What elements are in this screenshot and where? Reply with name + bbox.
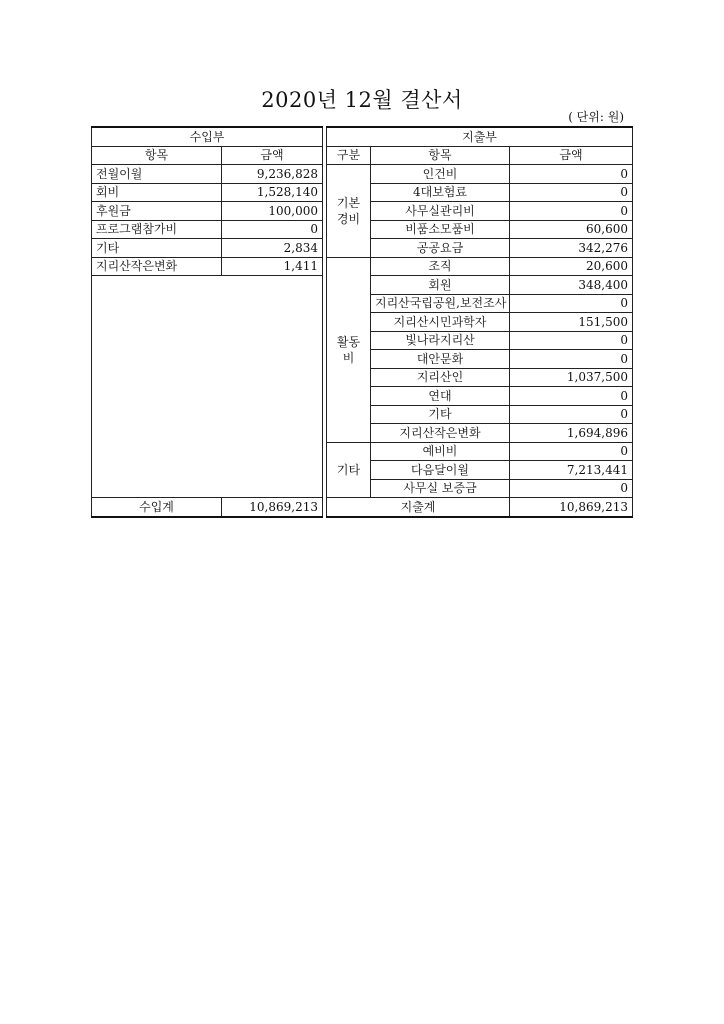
income-item-cell: 지리산작은변화 <box>92 257 222 276</box>
column-gap <box>323 479 327 498</box>
expense-item-cell: 빛나라지리산 <box>371 331 510 350</box>
expense-category-label: 활동 <box>336 334 361 349</box>
income-amount-cell: 2,834 <box>222 239 323 258</box>
column-header-row <box>92 146 633 165</box>
expense-item-cell: 사무실관리비 <box>371 202 510 221</box>
settlement-table <box>91 126 633 518</box>
expense-item-cell: 지리산인 <box>371 368 510 387</box>
expense-amount-cell: 0 <box>510 350 633 369</box>
expense-item-cell: 사무실 보증금 <box>371 479 510 498</box>
income-item-cell: 후원금 <box>92 202 222 221</box>
expense-amount-cell: 20,600 <box>510 257 633 276</box>
expense-item-cell: 비품소모품비 <box>371 220 510 239</box>
totals-row <box>92 498 633 517</box>
income-amount-cell: 9,236,828 <box>222 165 323 184</box>
expense-item-cell: 기타 <box>371 405 510 424</box>
expense-amount-cell: 0 <box>510 183 633 202</box>
document-title: 2020년 12월 결산서 <box>261 88 463 112</box>
expense-amount-cell: 151,500 <box>510 313 633 332</box>
column-gap <box>323 183 327 202</box>
income-blank-area <box>92 276 323 498</box>
expense-item-cell: 조직 <box>371 257 510 276</box>
column-gap <box>323 461 327 480</box>
expense-category-label: 경비 <box>336 211 361 226</box>
unit-note: ( 단위: 원) <box>568 110 624 124</box>
expense-category-label: 비 <box>342 350 355 365</box>
expense-amount-cell: 7,213,441 <box>510 461 633 480</box>
column-gap <box>323 331 327 350</box>
expense-amount-cell: 60,600 <box>510 220 633 239</box>
expense-amount-cell: 1,694,896 <box>510 424 633 443</box>
expense-total-label: 지출계 <box>327 498 510 517</box>
expense-item-cell: 지리산시민과학자 <box>371 313 510 332</box>
expense-amount-cell: 0 <box>510 202 633 221</box>
expense-item-cell: 공공요금 <box>371 239 510 258</box>
expense-amount-cell: 0 <box>510 442 633 461</box>
column-gap <box>323 276 327 295</box>
expense-section-header: 지출부 <box>327 127 633 146</box>
income-item-cell: 회비 <box>92 183 222 202</box>
column-gap <box>323 387 327 406</box>
column-gap <box>323 294 327 313</box>
expense-item-cell: 예비비 <box>371 442 510 461</box>
expense-amount-cell: 348,400 <box>510 276 633 295</box>
expense-amount-cell: 0 <box>510 387 633 406</box>
expense-item-cell: 연대 <box>371 387 510 406</box>
table-row <box>92 257 633 276</box>
income-total-amount: 10,869,213 <box>222 498 323 517</box>
income-item-cell: 전월이월 <box>92 165 222 184</box>
expense-col-category-header: 구분 <box>327 146 371 165</box>
column-gap <box>323 220 327 239</box>
expense-category-cell <box>327 442 371 498</box>
expense-amount-cell: 0 <box>510 405 633 424</box>
expense-amount-cell: 0 <box>510 165 633 184</box>
column-gap <box>323 350 327 369</box>
column-gap <box>323 202 327 221</box>
expense-category-label: 기본 <box>336 195 361 210</box>
income-amount-cell: 1,528,140 <box>222 183 323 202</box>
column-gap <box>323 368 327 387</box>
income-col-item-header: 항목 <box>92 146 222 165</box>
income-total-label: 수입계 <box>92 498 222 517</box>
expense-amount-cell: 0 <box>510 331 633 350</box>
income-amount-cell: 1,411 <box>222 257 323 276</box>
expense-item-cell: 회원 <box>371 276 510 295</box>
expense-amount-cell: 0 <box>510 479 633 498</box>
column-gap <box>323 239 327 258</box>
income-section-header: 수입부 <box>92 127 323 146</box>
income-item-cell: 기타 <box>92 239 222 258</box>
expense-amount-cell: 0 <box>510 294 633 313</box>
expense-category-cell <box>327 165 371 258</box>
column-gap <box>323 405 327 424</box>
income-amount-cell: 100,000 <box>222 202 323 221</box>
expense-category-cell <box>327 257 371 442</box>
table-row <box>92 165 633 184</box>
expense-col-item-header: 항목 <box>371 146 510 165</box>
expense-item-cell: 인건비 <box>371 165 510 184</box>
expense-category-label: 기타 <box>336 462 361 477</box>
expense-item-cell: 다음달이월 <box>371 461 510 480</box>
income-item-cell: 프로그램참가비 <box>92 220 222 239</box>
column-gap <box>323 424 327 443</box>
expense-item-cell: 4대보험료 <box>371 183 510 202</box>
expense-item-cell: 지리산국립공원,보전조사 <box>371 294 510 313</box>
income-col-amount-header: 금액 <box>222 146 323 165</box>
expense-amount-cell: 342,276 <box>510 239 633 258</box>
expense-amount-cell: 1,037,500 <box>510 368 633 387</box>
section-header-row <box>92 127 633 146</box>
expense-item-cell: 대안문화 <box>371 350 510 369</box>
expense-total-amount: 10,869,213 <box>510 498 633 517</box>
expense-item-cell: 지리산작은변화 <box>371 424 510 443</box>
expense-col-amount-header: 금액 <box>510 146 633 165</box>
income-amount-cell: 0 <box>222 220 323 239</box>
column-gap <box>323 313 327 332</box>
